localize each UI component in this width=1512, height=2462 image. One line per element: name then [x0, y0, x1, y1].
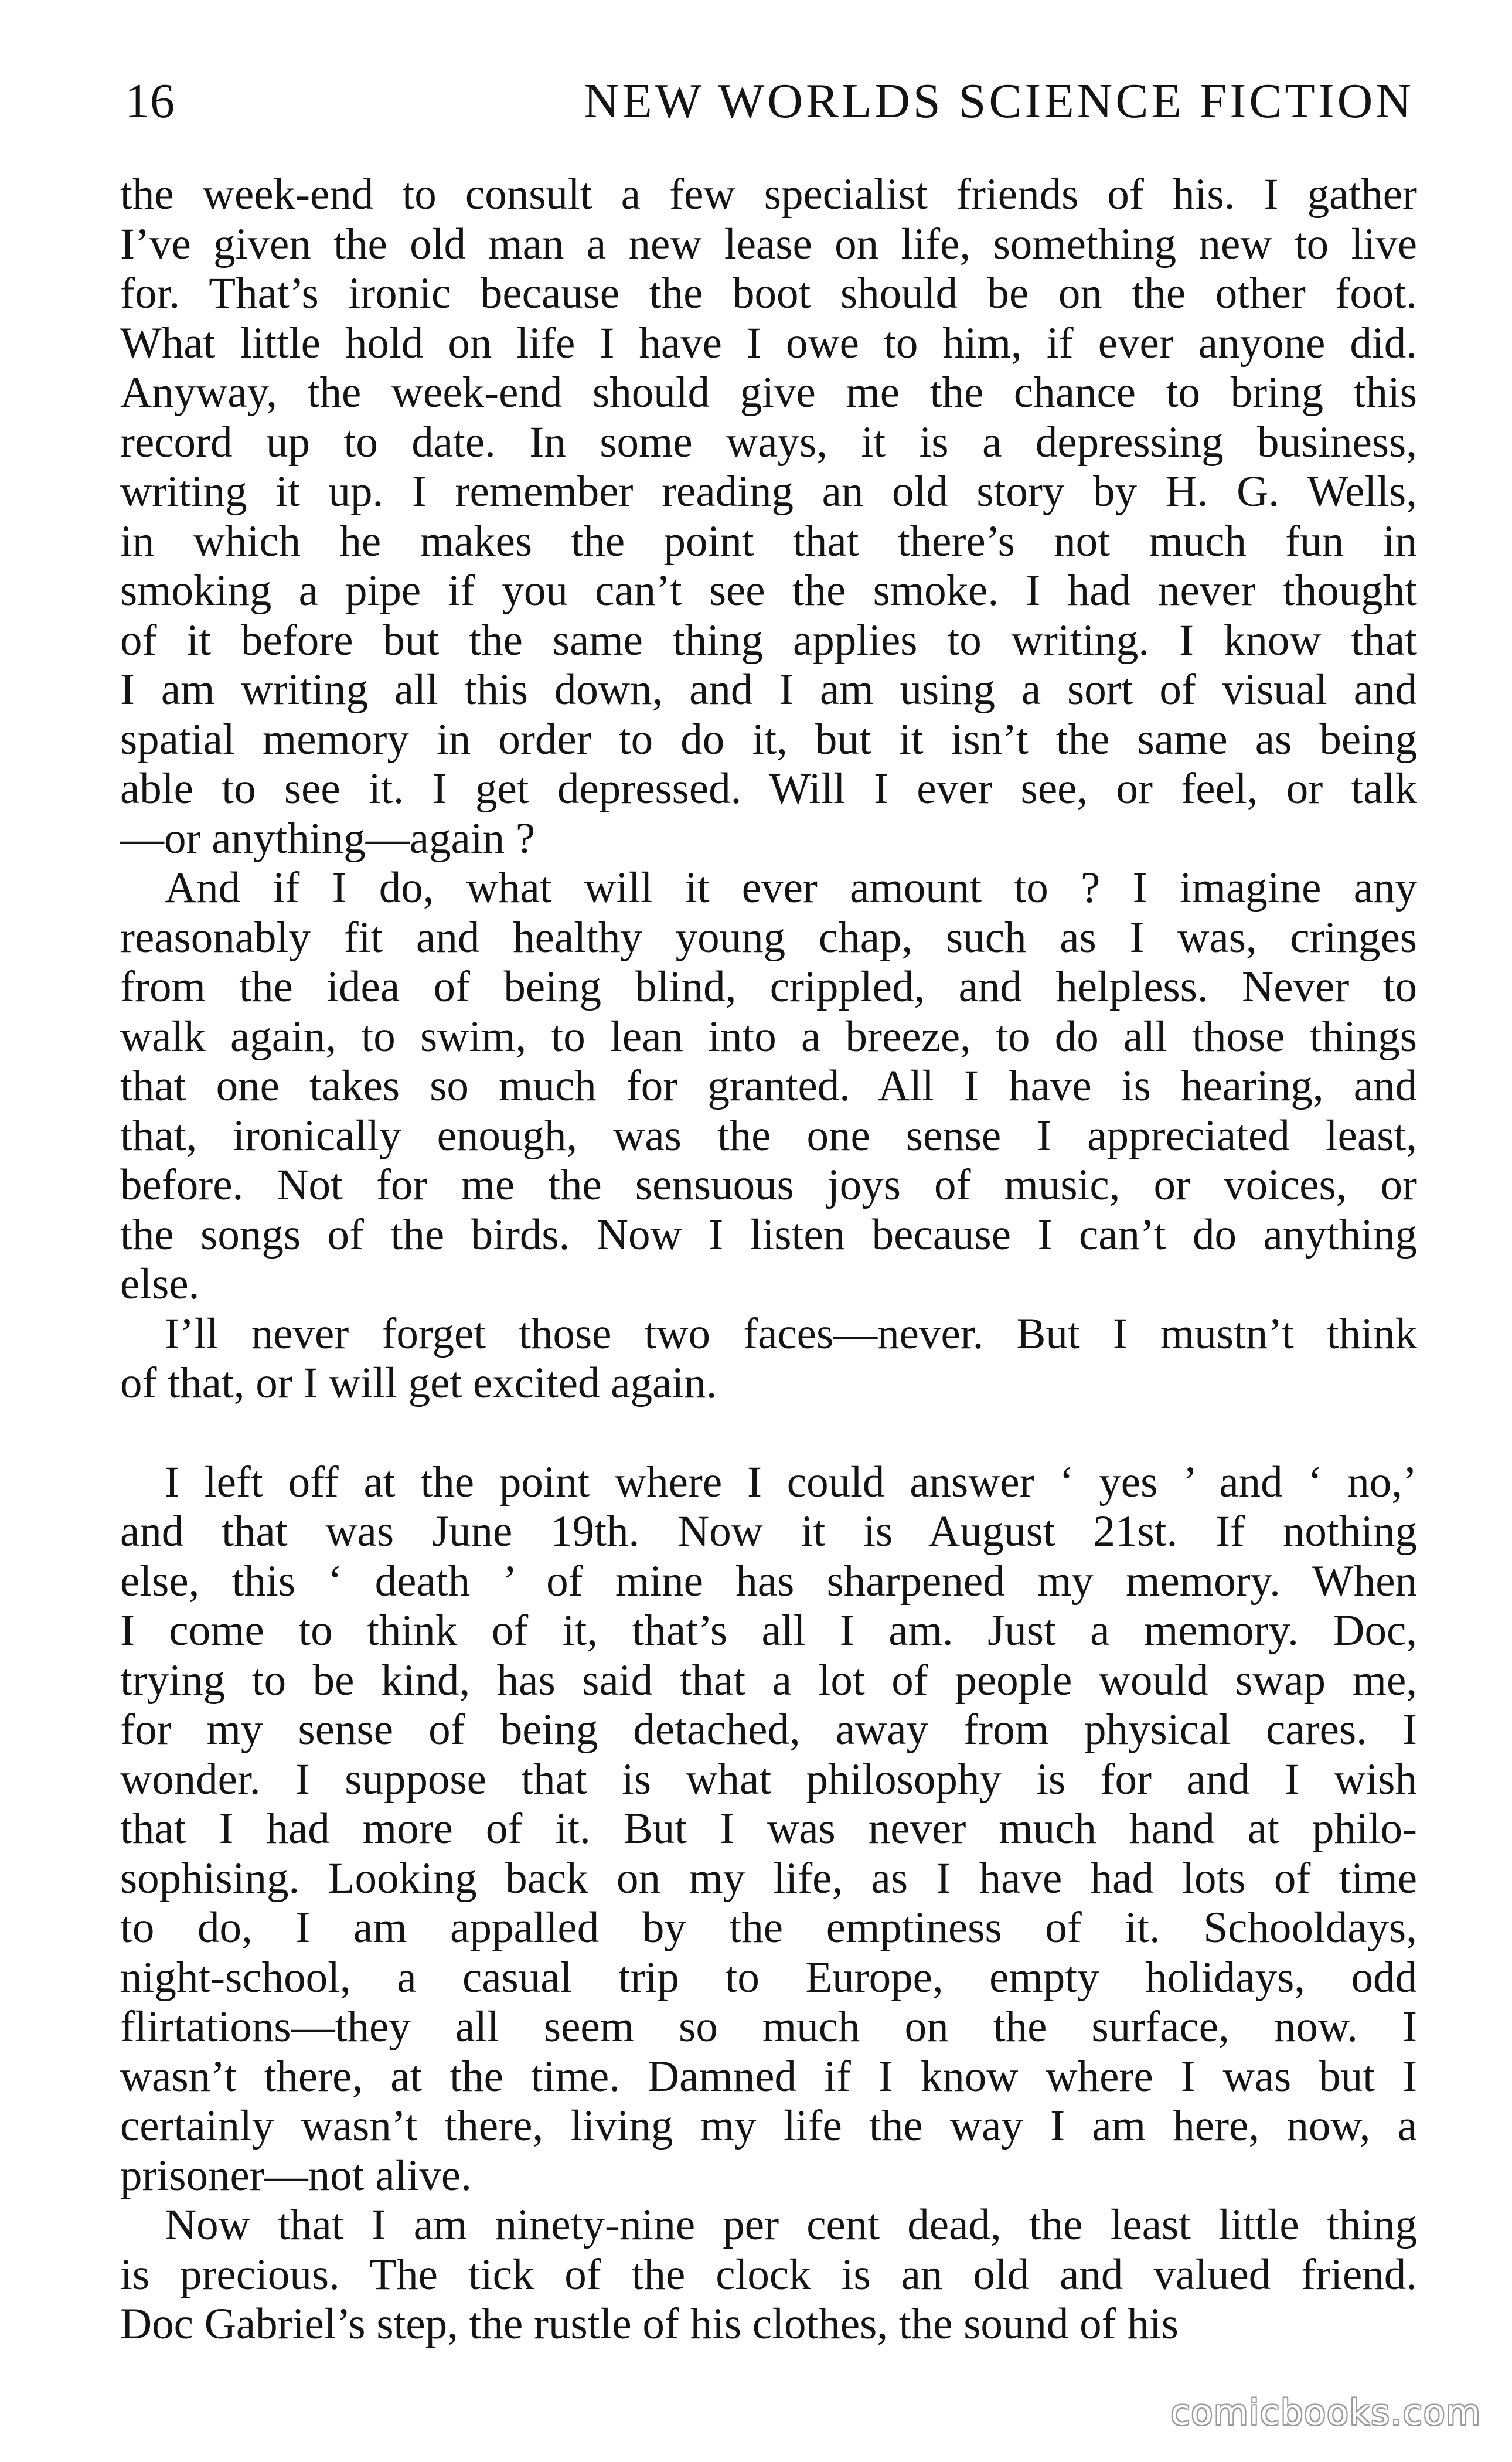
text-line: wasn’t there, at the time. Damned if I know where I was but I — [120, 2052, 1417, 2101]
text-line: I am writing all this down, and I am using a sort of visual and — [120, 665, 1417, 714]
text-line: that one takes so much for granted. All I have is hearing, and — [120, 1062, 1417, 1110]
text-line: Doc Gabriel’s step, the rustle of his clothes, the sound of his — [120, 2300, 1179, 2348]
text-line: sophising. Looking back on my life, as I have had lots of time — [120, 1854, 1417, 1903]
text-line: certainly wasn’t there, living my life the way I am here, now, a — [120, 2101, 1417, 2150]
paragraph — [120, 170, 1417, 863]
paragraph — [120, 863, 1417, 1310]
text-line: I’ve given the old man a new lease on life, something new to live — [120, 219, 1417, 268]
text-line: from the idea of being blind, crippled, and helpless. Never to — [120, 963, 1417, 1011]
text-line: prisoner—not alive. — [120, 2151, 472, 2200]
text-line: flirtations—they all seem so much on the surface, now. I — [120, 2002, 1417, 2051]
text-line: is precious. The tick of the clock is an old and valued friend. — [120, 2250, 1417, 2299]
text-line: to do, I am appalled by the emptiness of it. Schooldays, — [120, 1903, 1417, 1952]
paragraph — [120, 1310, 1417, 1409]
text-line: night-school, a casual trip to Europe, empty holidays, odd — [120, 1953, 1417, 2002]
text-line: of it before but the same thing applies to writing. I know that — [120, 616, 1417, 665]
text-line: spatial memory in order to do it, but it isn’t the same as being — [120, 715, 1417, 764]
text-line: trying to be kind, has said that a lot of people would swap me, — [120, 1655, 1417, 1705]
text-line: I come to think of it, that’s all I am. Just a memory. Doc, — [120, 1606, 1417, 1655]
page-header — [125, 69, 1414, 134]
watermark: comicbooks.com — [1170, 2392, 1482, 2433]
text-line: Now that I am ninety-nine per cent dead, the least little thing — [165, 2201, 1417, 2249]
body-text — [120, 170, 1417, 2349]
text-line: —or anything—again ? — [120, 814, 536, 863]
text-line: that I had more of it. But I was never much hand at philo- — [120, 1804, 1417, 1853]
paragraph — [120, 1458, 1417, 2201]
text-line: smoking a pipe if you can’t see the smoke. I had never thought — [120, 566, 1417, 615]
text-line: the week-end to consult a few specialist friends of his. I gather — [120, 170, 1417, 219]
text-line: reasonably fit and healthy young chap, such as I was, cringes — [120, 913, 1417, 962]
text-line: else. — [120, 1260, 200, 1308]
text-line: of that, or I will get excited again. — [120, 1359, 717, 1407]
text-line: and that was June 19th. Now it is August 21st. If nothing — [120, 1507, 1417, 1556]
text-line: record up to date. In some ways, it is a depressing business, — [120, 417, 1417, 467]
text-line: in which he makes the point that there’s not much fun in — [120, 516, 1417, 566]
text-line: that, ironically enough, was the one sense I appreciated least, — [120, 1111, 1417, 1160]
text-line: walk again, to swim, to lean into a breeze, to do all those things — [120, 1012, 1417, 1061]
text-line: the songs of the birds. Now I listen because I can’t do anything — [120, 1210, 1417, 1259]
text-line: able to see it. I get depressed. Will I ever see, or feel, or talk — [120, 764, 1417, 813]
text-line: for my sense of being detached, away from physical cares. I — [120, 1705, 1417, 1754]
text-line: else, this ‘ death ’ of mine has sharpened my memory. When — [120, 1556, 1417, 1606]
text-line: writing it up. I remember reading an old story by H. G. Wells, — [120, 467, 1417, 516]
page-number: 16 — [125, 74, 175, 128]
text-line: before. Not for me the sensuous joys of music, or voices, or — [120, 1161, 1417, 1209]
text-line: I left off at the point where I could answer ‘ yes ’ and ‘ no,’ — [165, 1457, 1417, 1507]
text-line: Anyway, the week-end should give me the chance to bring this — [120, 368, 1417, 417]
section-break — [120, 1409, 1417, 1458]
paragraph — [120, 2201, 1417, 2349]
text-line: What little hold on life I have I owe to him, if ever anyone did. — [120, 318, 1417, 368]
text-line: wonder. I suppose that is what philosophy is for and I wish — [120, 1754, 1417, 1804]
text-line: And if I do, what will it ever amount to ? I imagine any — [165, 863, 1417, 912]
running-head: NEW WORLDS SCIENCE FICTION — [583, 74, 1414, 128]
text-line: I’ll never forget those two faces—never. But I mustn’t think — [165, 1309, 1417, 1358]
text-line: for. That’s ironic because the boot should be on the other foot. — [120, 269, 1417, 318]
